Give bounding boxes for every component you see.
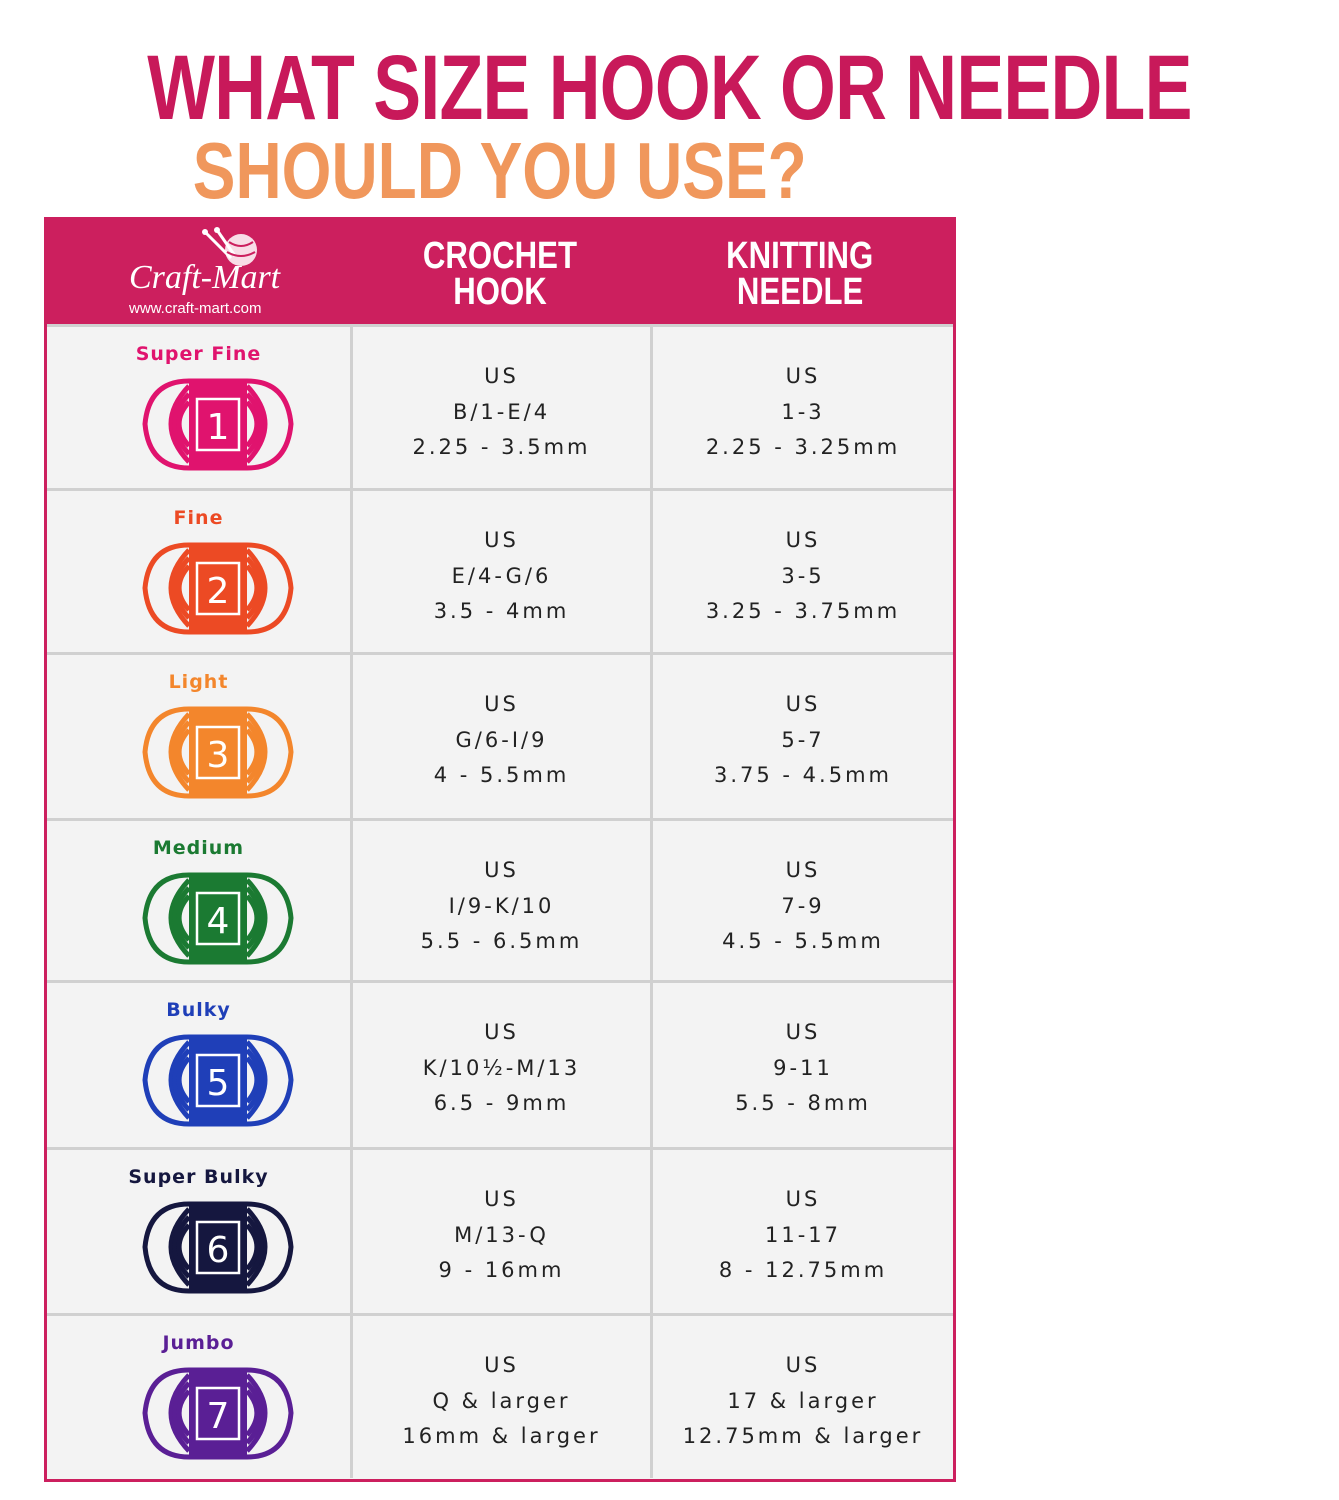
mm-size-range: 16mm & larger (402, 1424, 601, 1448)
page-subtitle (0, 126, 1000, 216)
knitting-needle-cell-values (653, 687, 953, 794)
craft-mart-logo (47, 220, 353, 324)
crochet-hook-cell (350, 327, 650, 488)
yarn-weight-name: Bulky (166, 999, 231, 1021)
mm-size-range: 4.5 - 5.5mm (722, 929, 884, 953)
us-size-range: 11-17 (764, 1222, 842, 1247)
size-system-label: US (785, 1353, 821, 1377)
size-chart-table (44, 217, 956, 1482)
logo-text: Craft-Mart (129, 259, 281, 296)
size-system-label: US (484, 692, 519, 716)
yarn-weight-number: 3 (206, 735, 230, 776)
yarn-weight-number: 2 (206, 571, 230, 612)
yarn-weight-name: Super Fine (135, 343, 262, 365)
knitting-needle-cell (650, 1150, 953, 1313)
yarn-weight-cell (47, 1150, 350, 1313)
mm-size-range: 2.25 - 3.25mm (705, 435, 901, 459)
crochet-hook-cell-values (353, 1015, 650, 1122)
mm-size-range: 8 - 12.75mm (718, 1258, 888, 1282)
mm-size-range: 5.5 - 8mm (735, 1091, 871, 1115)
knitting-needle-cell (650, 983, 953, 1147)
table-header (47, 220, 953, 324)
yarn-weight-number: 4 (206, 901, 230, 942)
us-size-range: E/4-G/6 (451, 563, 552, 588)
size-system-label: US (785, 364, 821, 388)
knitting-needle-cell-values (653, 1348, 953, 1455)
knitting-needle-cell (650, 1316, 953, 1478)
mm-size-range: 5.5 - 6.5mm (420, 929, 583, 953)
us-size-range: M/13-Q (454, 1222, 549, 1247)
size-system-label: US (484, 1353, 519, 1377)
size-system-label: US (484, 1020, 519, 1044)
yarn-weight-cell (47, 327, 350, 488)
crochet-hook-cell (350, 1150, 650, 1313)
yarn-weight-name: Medium (152, 837, 245, 859)
crochet-hook-cell (350, 821, 650, 980)
column-header-crochet (350, 235, 650, 313)
us-size-range: 1-3 (781, 399, 825, 424)
crochet-hook-cell (350, 1316, 650, 1478)
crochet-header-line2: HOOK (453, 271, 547, 313)
yarn-weight-2-icon (139, 541, 297, 636)
size-system-label: US (484, 528, 519, 552)
size-system-label: US (785, 1020, 821, 1044)
mm-size-range: 2.25 - 3.5mm (412, 435, 591, 459)
table-row (47, 652, 953, 818)
size-system-label: US (484, 364, 519, 388)
table-row (47, 980, 953, 1147)
knitting-needle-cell (650, 491, 953, 652)
yarn-weight-cell (47, 655, 350, 818)
us-size-range: 7-9 (781, 893, 825, 918)
knitting-needle-cell (650, 821, 953, 980)
us-size-range: G/6-I/9 (455, 727, 548, 752)
size-system-label: US (785, 858, 821, 882)
knitting-needle-cell (650, 655, 953, 818)
mm-size-range: 3.75 - 4.5mm (714, 763, 892, 787)
table-row (47, 324, 953, 488)
yarn-weight-7-icon (139, 1366, 297, 1461)
yarn-weight-number: 5 (206, 1063, 230, 1104)
logo-url: www.craft-mart.com (129, 300, 262, 317)
knitting-needle-cell-values (653, 1015, 953, 1122)
crochet-hook-cell-values (353, 1182, 650, 1289)
knitting-needle-cell-values (653, 359, 953, 466)
yarn-weight-name: Super Bulky (128, 1166, 269, 1188)
size-system-label: US (484, 1187, 519, 1211)
knitting-header-line1: KNITTING (726, 235, 874, 277)
knitting-needle-cell (650, 327, 953, 488)
yarn-weight-name: Light (168, 671, 229, 693)
yarn-weight-cell (47, 983, 350, 1147)
us-size-range: Q & larger (432, 1388, 571, 1413)
yarn-weight-name: Jumbo (162, 1332, 235, 1354)
mm-size-range: 9 - 16mm (438, 1258, 565, 1282)
yarn-weight-number: 1 (206, 407, 230, 448)
us-size-range: 17 & larger (727, 1388, 879, 1413)
mm-size-range: 3.5 - 4mm (433, 599, 570, 623)
yarn-weight-cell (47, 1316, 350, 1478)
crochet-hook-cell-values (353, 687, 650, 794)
crochet-hook-cell (350, 655, 650, 818)
table-row (47, 1313, 953, 1478)
knitting-header-line2: NEEDLE (736, 271, 864, 313)
yarn-weight-5-icon (139, 1033, 297, 1128)
size-system-label: US (785, 692, 821, 716)
knitting-needle-cell-values (653, 1182, 953, 1289)
yarn-weight-cell (47, 491, 350, 652)
size-system-label: US (785, 528, 821, 552)
us-size-range: 3-5 (781, 563, 825, 588)
yarn-weight-number: 7 (206, 1396, 230, 1437)
crochet-hook-cell-values (353, 1348, 650, 1455)
us-size-range: K/10½-M/13 (422, 1055, 581, 1080)
title-line-1: WHAT SIZE HOOK OR NEEDLE (147, 37, 1192, 139)
knitting-needle-cell-values (653, 853, 953, 960)
crochet-hook-cell-values (353, 359, 650, 466)
us-size-range: I/9-K/10 (448, 893, 555, 918)
yarn-weight-number: 6 (206, 1230, 230, 1271)
title-line-2: SHOULD YOU USE? (193, 126, 807, 215)
table-row (47, 1147, 953, 1313)
table-row (47, 818, 953, 980)
crochet-hook-cell (350, 491, 650, 652)
page-title (0, 37, 1192, 139)
yarn-weight-1-icon (139, 377, 297, 472)
yarn-weight-name: Fine (173, 507, 224, 529)
crochet-header-line1: CROCHET (422, 235, 578, 277)
us-size-range: B/1-E/4 (452, 399, 551, 424)
yarn-weight-4-icon (139, 871, 297, 966)
us-size-range: 9-11 (773, 1055, 833, 1080)
crochet-hook-cell (350, 983, 650, 1147)
column-header-knitting (650, 235, 950, 313)
knitting-needle-cell-values (653, 523, 953, 630)
mm-size-range: 3.25 - 3.75mm (705, 599, 901, 623)
size-system-label: US (484, 858, 519, 882)
size-system-label: US (785, 1187, 821, 1211)
yarn-weight-3-icon (139, 705, 297, 800)
us-size-range: 5-7 (781, 727, 825, 752)
mm-size-range: 6.5 - 9mm (433, 1091, 570, 1115)
yarn-weight-6-icon (139, 1200, 297, 1295)
table-row (47, 488, 953, 652)
mm-size-range: 4 - 5.5mm (433, 763, 570, 787)
crochet-hook-cell-values (353, 853, 650, 960)
yarn-weight-cell (47, 821, 350, 980)
mm-size-range: 12.75mm & larger (682, 1424, 924, 1448)
crochet-hook-cell-values (353, 523, 650, 630)
